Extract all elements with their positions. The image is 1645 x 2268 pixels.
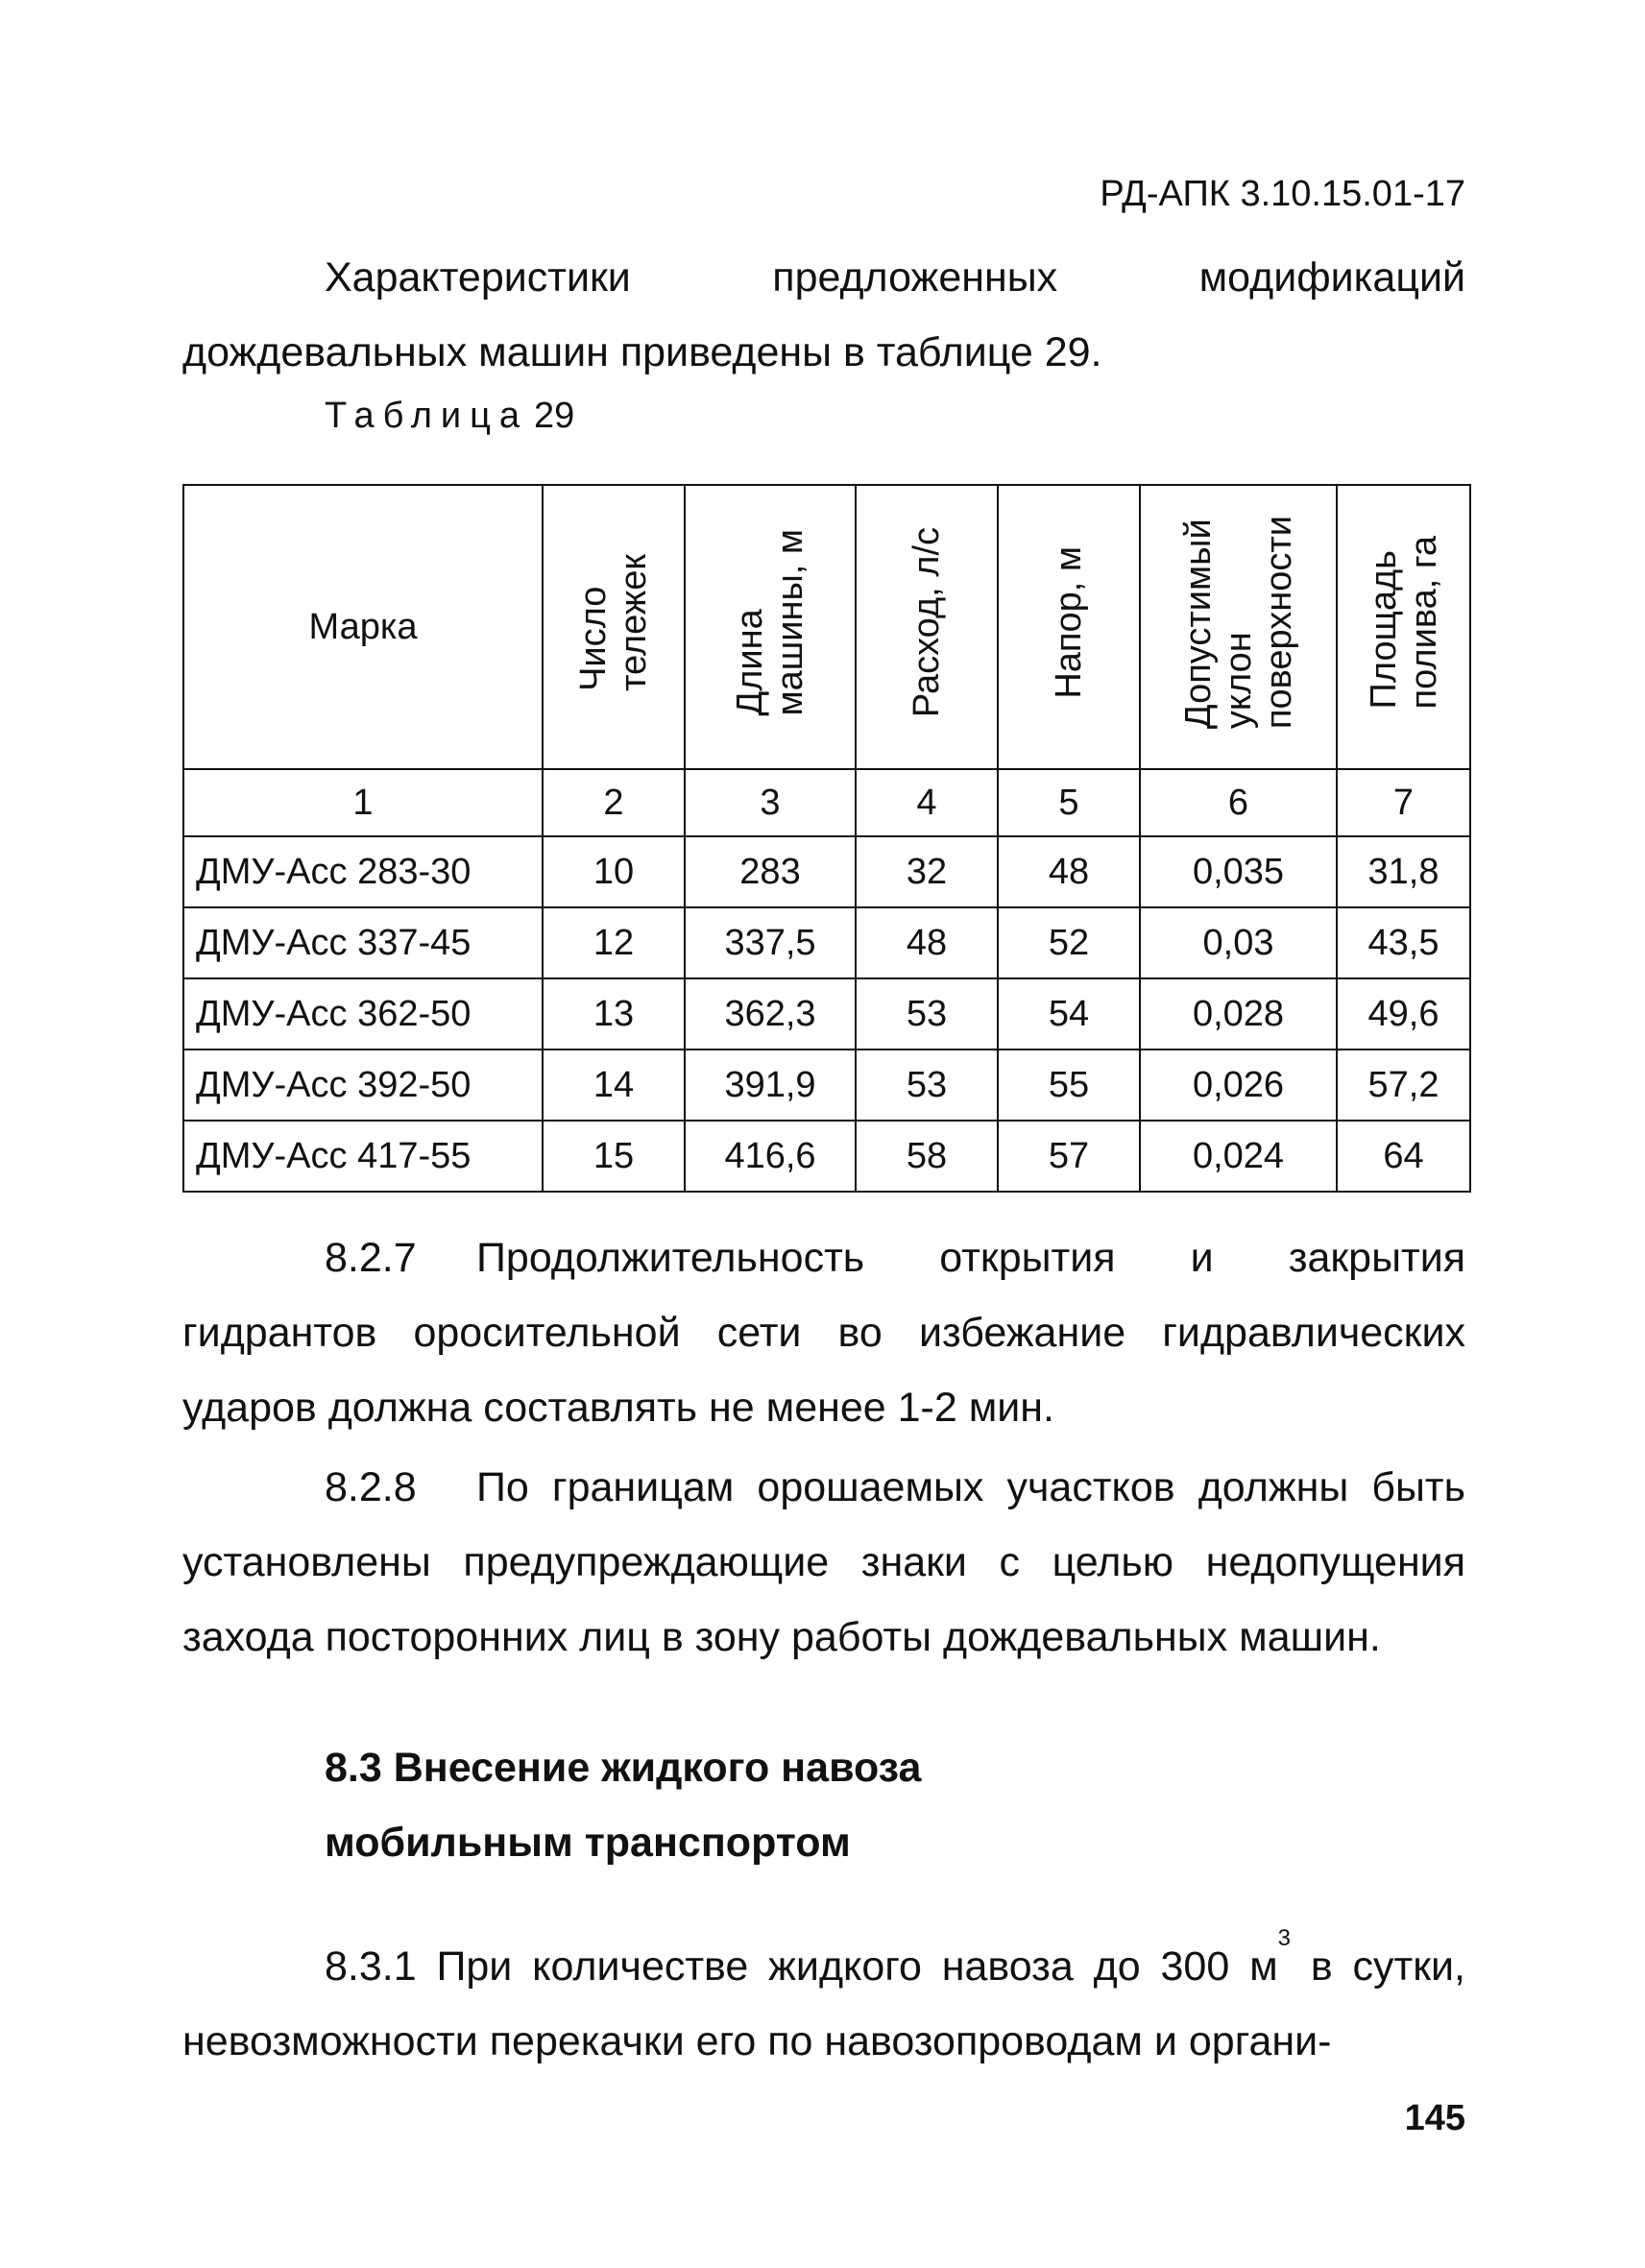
cell-mark: ДМУ-Асс 283-30	[183, 836, 543, 907]
table-row	[183, 1121, 1470, 1192]
clause-text: Продолжительность открытия и закрытия гидрантов оросительной сети во избежание гидравлических ударов должна составлять не менее 1-2 мин.	[182, 1235, 1465, 1431]
cell-flow: 53	[856, 978, 998, 1050]
header-area: Площадь полива, га	[1337, 485, 1470, 769]
cell-carts: 15	[543, 1121, 685, 1192]
cell-area: 49,6	[1337, 978, 1470, 1050]
section-heading-line1: 8.3 Внесение жидкого навоза	[325, 1745, 922, 1791]
cell-carts: 14	[543, 1050, 685, 1121]
cell-pressure: 48	[998, 836, 1140, 907]
cell-pressure: 54	[998, 978, 1140, 1050]
table-caption-label: Таблица	[325, 396, 528, 436]
table-row	[183, 1050, 1470, 1121]
header-carts: Число тележек	[543, 485, 685, 769]
cell-slope: 0,024	[1140, 1121, 1337, 1192]
cell-slope: 0,03	[1140, 907, 1337, 978]
cell-area: 43,5	[1337, 907, 1470, 978]
superscript: 3	[1277, 1925, 1291, 1951]
cell-carts: 10	[543, 836, 685, 907]
cell-area: 57,2	[1337, 1050, 1470, 1121]
cell-mark: ДМУ-Асс 337-45	[183, 907, 543, 978]
cell-flow: 48	[856, 907, 998, 978]
clause-text-before: При количестве жидкого навоза до 300 м	[436, 1943, 1278, 1990]
table-caption-number: 29	[534, 396, 575, 436]
cell-mark: ДМУ-Асс 362-50	[183, 978, 543, 1050]
column-number: 6	[1140, 769, 1337, 836]
clause-text: По границам орошаемых участков должны быть установлены предупреждающие знаки с целью недопущения захода посторонних лиц в зону работы дождевальных машин.	[182, 1464, 1465, 1660]
cell-flow: 32	[856, 836, 998, 907]
header-slope: Допустимый уклон поверхности	[1140, 485, 1337, 769]
cell-mark: ДМУ-Асс 392-50	[183, 1050, 543, 1121]
cell-area: 64	[1337, 1121, 1470, 1192]
header-length: Длина машины, м	[685, 485, 856, 769]
cell-pressure: 57	[998, 1121, 1140, 1192]
cell-mark: ДМУ-Асс 417-55	[183, 1121, 543, 1192]
cell-slope: 0,028	[1140, 978, 1337, 1050]
clause-number: 8.2.7	[325, 1235, 417, 1281]
clause-number: 8.2.8	[325, 1464, 417, 1510]
column-number: 2	[543, 769, 685, 836]
table-caption	[325, 392, 574, 440]
column-number-row	[183, 769, 1470, 836]
header-pressure: Напор, м	[998, 485, 1140, 769]
cell-area: 31,8	[1337, 836, 1470, 907]
column-number: 4	[856, 769, 998, 836]
intro-text: Характеристики предложенных модификаций дождевальных машин приведены в таблице 29.	[182, 254, 1465, 375]
column-number: 3	[685, 769, 856, 836]
section-heading	[325, 1730, 921, 1880]
cell-carts: 12	[543, 907, 685, 978]
clause-8-3-1	[182, 1925, 1465, 2079]
header-mark: Марка	[183, 485, 543, 769]
document-code: РД-АПК 3.10.15.01-17	[1100, 174, 1465, 214]
cell-flow: 58	[856, 1121, 998, 1192]
cell-length: 337,5	[685, 907, 856, 978]
clause-8-2-8	[182, 1450, 1465, 1675]
characteristics-table	[182, 484, 1471, 1193]
page-number: 145	[1404, 2098, 1465, 2138]
cell-length: 391,9	[685, 1050, 856, 1121]
table-row	[183, 978, 1470, 1050]
section-heading-line2: мобильным транспортом	[325, 1820, 851, 1866]
cell-pressure: 52	[998, 907, 1140, 978]
column-number: 1	[183, 769, 543, 836]
cell-pressure: 55	[998, 1050, 1140, 1121]
cell-length: 416,6	[685, 1121, 856, 1192]
cell-length: 362,3	[685, 978, 856, 1050]
cell-slope: 0,026	[1140, 1050, 1337, 1121]
clause-text-after: в сутки, невозможности перекачки его по навозопроводам и органи-	[182, 1943, 1465, 2064]
table-row	[183, 836, 1470, 907]
clause-number: 8.3.1	[325, 1943, 417, 1990]
header-flow: Расход, л/с	[856, 485, 998, 769]
cell-length: 283	[685, 836, 856, 907]
table-header-row	[183, 485, 1470, 769]
column-number: 7	[1337, 769, 1470, 836]
cell-flow: 53	[856, 1050, 998, 1121]
cell-carts: 13	[543, 978, 685, 1050]
intro-paragraph	[182, 240, 1465, 390]
column-number: 5	[998, 769, 1140, 836]
cell-slope: 0,035	[1140, 836, 1337, 907]
table-row	[183, 907, 1470, 978]
clause-8-2-7	[182, 1220, 1465, 1445]
